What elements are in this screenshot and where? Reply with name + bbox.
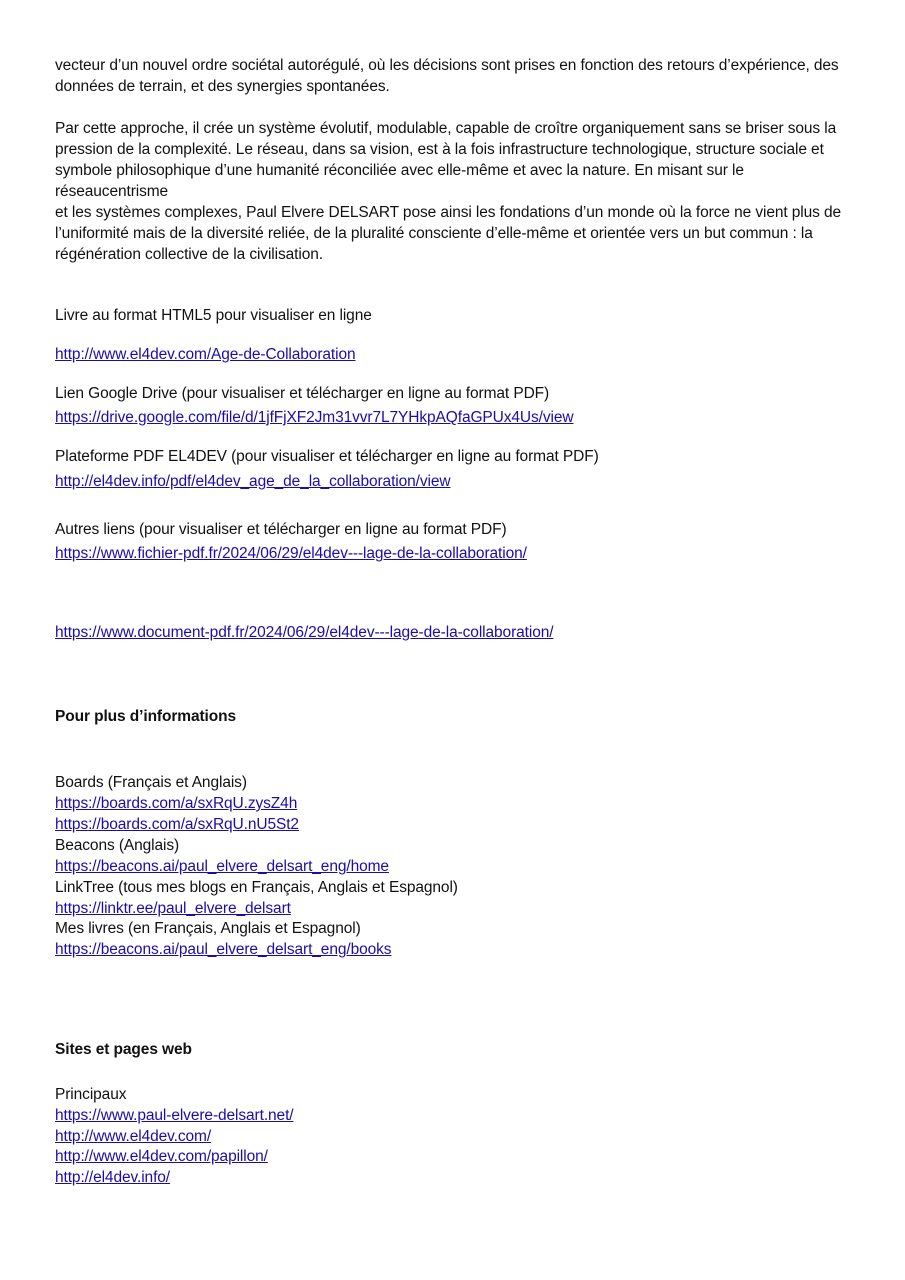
- paragraph-line: régénération collective de la civilisation.: [55, 246, 323, 263]
- principal-label: Principaux: [55, 1086, 127, 1103]
- beacons-link[interactable]: https://beacons.ai/paul_elvere_delsart_eng/home: [55, 858, 389, 875]
- gdrive-link[interactable]: https://drive.google.com/file/d/1jfFjXF2Jm31vvr7L7YHkpAQfaGPUx4Us/view: [55, 409, 574, 426]
- site-link[interactable]: http://www.el4dev.com/: [55, 1128, 212, 1145]
- intro-paragraph-1: [55, 55, 855, 97]
- site-link[interactable]: https://www.paul-elvere-delsart.net/: [55, 1107, 294, 1124]
- info-heading: Pour plus d’informations: [55, 708, 237, 725]
- gdrive-label: Lien Google Drive (pour visualiser et télécharger en ligne au format PDF): [55, 385, 550, 402]
- books-label: Mes livres (en Français, Anglais et Espagnol): [55, 920, 361, 937]
- paragraph-line: Par cette approche, il crée un système évolutif, modulable, capable de croître organiquement sans se briser sous la: [55, 120, 837, 137]
- intro-line: vecteur d’un nouvel ordre sociétal autorégulé, où les décisions sont prises en fonction des retours d’expérience, des: [55, 57, 839, 74]
- platform-label: Plateforme PDF EL4DEV (pour visualiser et télécharger en ligne au format PDF): [55, 448, 599, 465]
- boards-link-2[interactable]: https://boards.com/a/sxRqU.nU5St2: [55, 816, 299, 833]
- fichier-pdf-link[interactable]: https://www.fichier-pdf.fr/2024/06/29/el4dev---lage-de-la-collaboration/: [55, 545, 527, 562]
- paragraph-line: et les systèmes complexes, Paul Elvere DELSART pose ainsi les fondations d’un monde où la force ne vient plus de: [55, 204, 842, 221]
- site-link[interactable]: http://www.el4dev.com/papillon/: [55, 1148, 268, 1165]
- sites-heading: Sites et pages web: [55, 1041, 192, 1058]
- document-pdf-link[interactable]: https://www.document-pdf.fr/2024/06/29/el4dev---lage-de-la-collaboration/: [55, 624, 554, 641]
- boards-link-1[interactable]: https://boards.com/a/sxRqU.zysZ4h: [55, 795, 298, 812]
- html5-label: Livre au format HTML5 pour visualiser en ligne: [55, 307, 372, 324]
- other-links-label: Autres liens (pour visualiser et télécharger en ligne au format PDF): [55, 521, 507, 538]
- books-link[interactable]: https://beacons.ai/paul_elvere_delsart_eng/books: [55, 941, 392, 958]
- paragraph-line: l’uniformité mais de la diversité reliée, de la pluralité consciente d’elle-même et orientée vers un but commun : la: [55, 225, 813, 242]
- intro-paragraph-2: [55, 118, 855, 265]
- intro-line: données de terrain, et des synergies spontanées.: [55, 78, 390, 95]
- platform-link[interactable]: http://el4dev.info/pdf/el4dev_age_de_la_collaboration/view: [55, 473, 451, 490]
- html5-link[interactable]: http://www.el4dev.com/Age-de-Collaboration: [55, 346, 356, 363]
- boards-label: Boards (Français et Anglais): [55, 774, 247, 791]
- site-link[interactable]: http://el4dev.info/: [55, 1169, 171, 1186]
- paragraph-line: symbole philosophique d’une humanité réconciliée avec elle-même et avec la nature. En misant sur le réseaucentrisme: [55, 162, 744, 200]
- paragraph-line: pression de la complexité. Le réseau, dans sa vision, est à la fois infrastructure technologique, structure sociale et: [55, 141, 824, 158]
- linktree-label: LinkTree (tous mes blogs en Français, Anglais et Espagnol): [55, 879, 458, 896]
- beacons-label: Beacons (Anglais): [55, 837, 180, 854]
- linktree-link[interactable]: https://linktr.ee/paul_elvere_delsart: [55, 900, 291, 917]
